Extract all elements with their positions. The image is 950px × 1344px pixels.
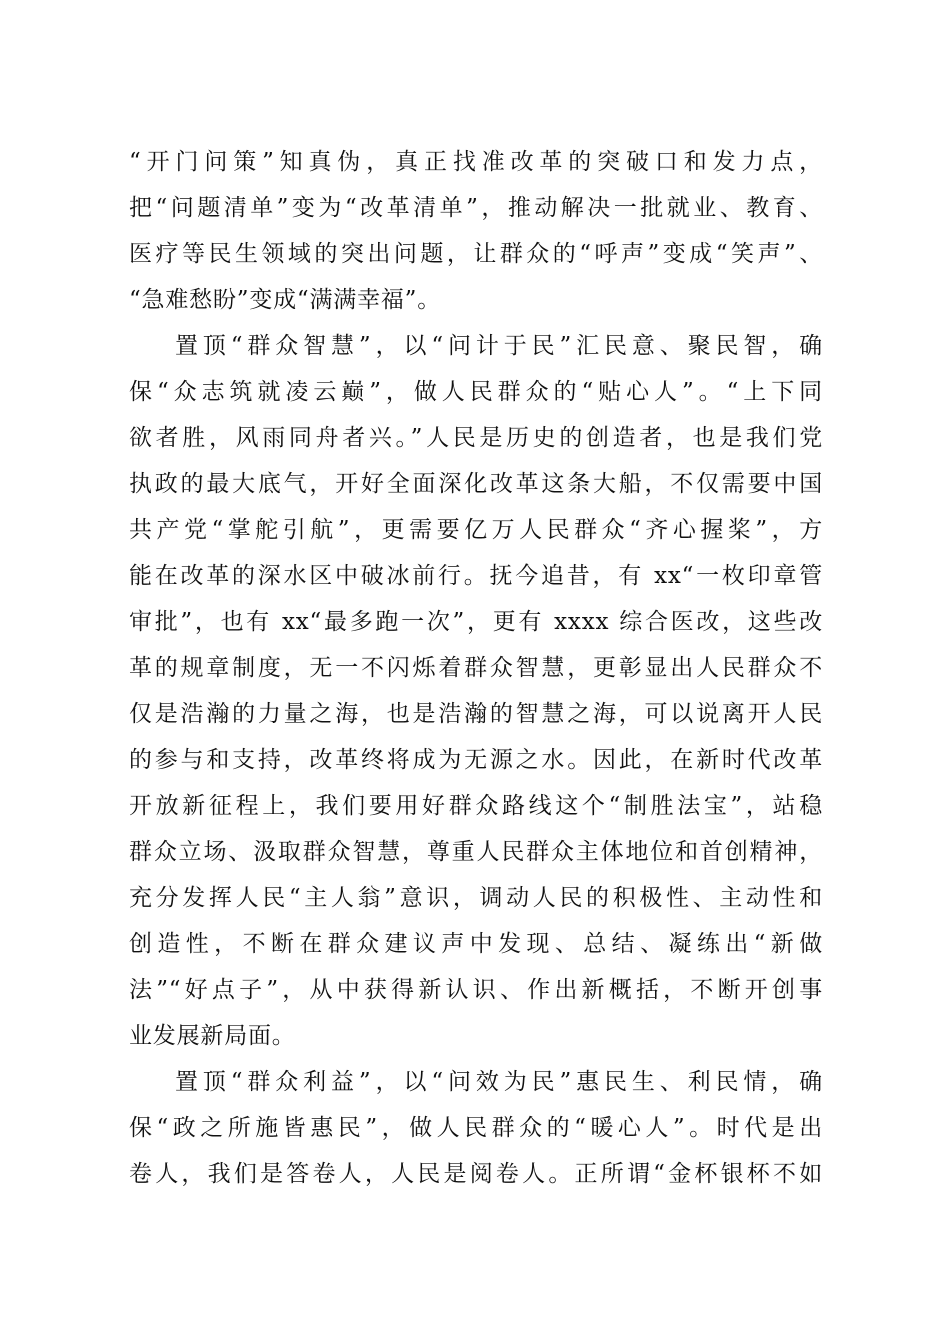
text-line: 欲者胜，风雨同舟者兴。”人民是历史的创造者，也是我们党	[129, 425, 823, 451]
text-line: “急难愁盼”变成“满满幸福”。	[129, 287, 442, 313]
text-line: 执政的最大底气，开好全面深化改革这条大船，不仅需要中国	[129, 471, 823, 497]
paragraph-3	[129, 1059, 823, 1197]
paragraph-2	[129, 323, 823, 1059]
text-line: 法”“好点子”，从中获得新认识、作出新概括，不断开创事	[129, 977, 823, 1003]
text-line: 群众立场、汲取群众智慧，尊重人民群众主体地位和首创精神，	[129, 839, 823, 865]
text-line: 置顶“群众智慧”，以“问计于民”汇民意、聚民智，确	[175, 333, 823, 359]
text-line: 置顶“群众利益”，以“问效为民”惠民生、利民情，确	[175, 1069, 823, 1095]
text-line: 充分发挥人民“主人翁”意识，调动人民的积极性、主动性和	[129, 885, 823, 911]
text-line: 把“问题清单”变为“改革清单”，推动解决一批就业、教育、	[129, 195, 823, 221]
text-line: 仅是浩瀚的力量之海，也是浩瀚的智慧之海，可以说离开人民	[129, 701, 823, 727]
text-line: “开门问策”知真伪，真正找准改革的突破口和发力点，	[129, 149, 823, 175]
text-line: 的参与和支持，改革终将成为无源之水。因此，在新时代改革	[129, 747, 823, 773]
text-line: 革的规章制度，无一不闪烁着群众智慧，更彰显出人民群众不	[129, 655, 823, 681]
text-line: 医疗等民生领域的突出问题，让群众的“呼声”变成“笑声”、	[129, 241, 823, 267]
text-line: 创造性，不断在群众建议声中发现、总结、凝练出“新做	[129, 931, 823, 957]
text-line: 卷人，我们是答卷人，人民是阅卷人。正所谓“金杯银杯不如	[129, 1161, 823, 1187]
text-line: 开放新征程上，我们要用好群众路线这个“制胜法宝”，站稳	[129, 793, 823, 819]
text-line: 保“众志筑就凌云巅”，做人民群众的“贴心人”。“上下同	[129, 379, 823, 405]
text-line: 业发展新局面。	[129, 1023, 296, 1049]
text-line: 能在改革的深水区中破冰前行。抚今追昔，有 xx“一枚印章管	[129, 563, 823, 589]
body-text	[129, 139, 823, 1197]
text-line: 共产党“掌舵引航”，更需要亿万人民群众“齐心握桨”，方	[129, 517, 823, 543]
text-line: 审批”，也有 xx“最多跑一次”，更有 xxxx 综合医改，这些改	[129, 609, 823, 635]
paragraph-1	[129, 139, 823, 323]
text-line: 保“政之所施皆惠民”，做人民群众的“暖心人”。时代是出	[129, 1115, 823, 1141]
